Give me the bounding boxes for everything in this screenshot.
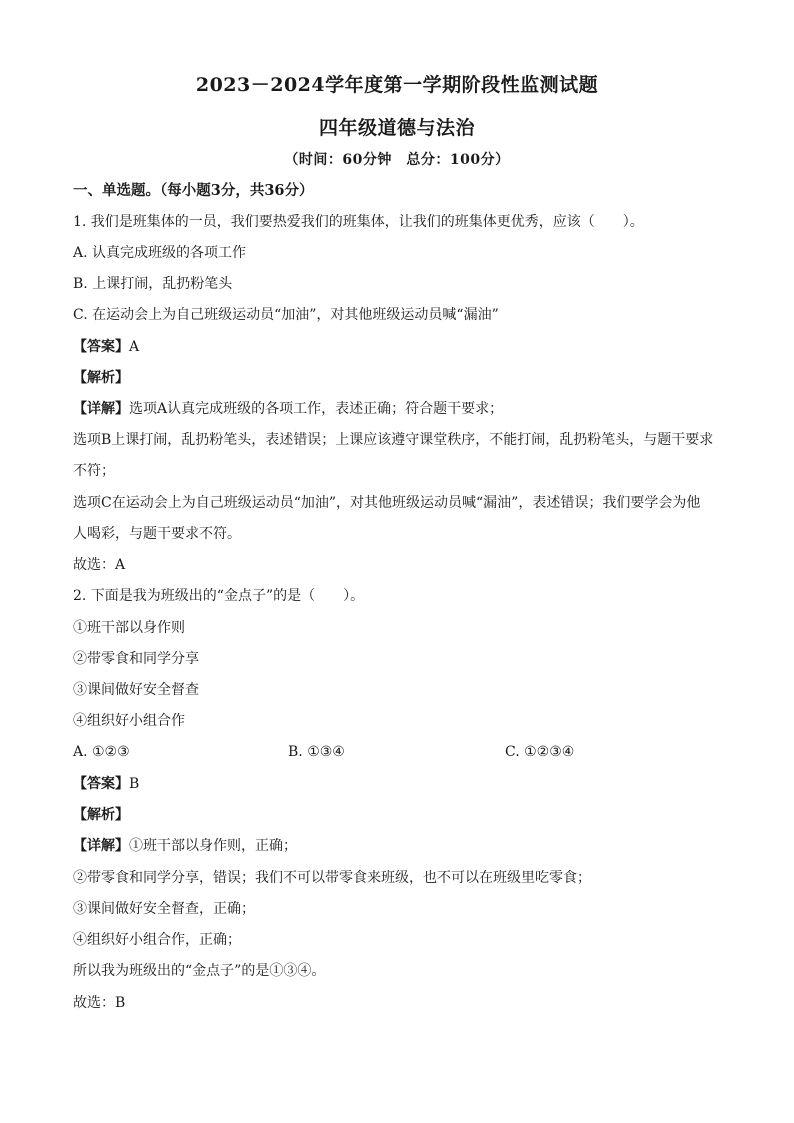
exam-info: （时间：60分钟 总分：100分） <box>284 152 510 168</box>
answer-value: B <box>129 776 140 792</box>
detail-text: 选项A认真完成班级的各项工作，表述正确；符合题干要求； <box>129 401 504 417</box>
q2-analysis-label: 【解析】 <box>73 807 129 823</box>
q2-conclusion: 故选：B <box>73 995 126 1011</box>
section-heading: 一、单选题。（每小题3分，共36分） <box>73 182 314 199</box>
detail-text: ①班干部以身作则，正确； <box>129 838 297 854</box>
q2-item-3: ③课间做好安全督查 <box>73 682 199 698</box>
q2-detail-line: ④组织好小组合作，正确； <box>73 932 241 948</box>
q2-detail-line <box>73 837 733 855</box>
q1-detail-line <box>73 400 733 418</box>
detail-label: 【详解】 <box>73 838 129 854</box>
q2-detail-line: ②带零食和同学分享，错误；我们不可以带零食来班级，也不可以在班级里吃零食； <box>73 870 591 886</box>
q1-detail-line: 不符； <box>73 463 115 479</box>
q2-detail-line: ③课间做好安全督查，正确； <box>73 901 255 917</box>
q2-detail-line: 所以我为班级出的“金点子”的是①③④。 <box>73 963 326 979</box>
exam-subtitle: 四年级道德与法治 <box>318 117 475 139</box>
detail-label: 【详解】 <box>73 401 129 417</box>
q1-detail-line: 选项C在运动会上为自己班级运动员“加油”，对其他班级运动员喊“漏油”，表述错误；我们要学会为他 <box>73 495 701 511</box>
answer-value: A <box>129 339 140 355</box>
q2-answer <box>73 775 733 793</box>
answer-label: 【答案】 <box>73 776 129 792</box>
q1-option-c: C. 在运动会上为自己班级运动员“加油”，对其他班级运动员喊“漏油” <box>73 307 499 323</box>
q2-option-a: A. ①②③ <box>73 744 130 760</box>
q1-analysis-label: 【解析】 <box>73 370 129 386</box>
q1-stem: 1. 我们是班集体的一员，我们要热爱我们的班集体，让我们的班集体更优秀，应该（ ）。 <box>73 214 644 230</box>
q1-detail-line: 人喝彩，与题干要求不符。 <box>73 526 241 542</box>
q2-item-2: ②带零食和同学分享 <box>73 651 199 667</box>
q2-stem: 2. 下面是我为班级出的“金点子”的是（ ）。 <box>73 588 365 604</box>
q1-option-b: B. 上课打闹，乱扔粉笔头 <box>73 276 233 292</box>
q1-detail-line: 选项B上课打闹，乱扔粉笔头，表述错误；上课应该遵守课堂秩序，不能打闹，乱扔粉笔头，与题干要求 <box>73 432 714 448</box>
q2-option-c: C. ①②③④ <box>505 744 575 760</box>
q2-item-1: ①班干部以身作则 <box>73 620 185 636</box>
q1-option-a: A. 认真完成班级的各项工作 <box>73 245 247 261</box>
q1-answer <box>73 338 733 356</box>
answer-label: 【答案】 <box>73 339 129 355</box>
exam-title: 2023－2024学年度第一学期阶段性监测试题 <box>195 74 599 96</box>
q2-item-4: ④组织好小组合作 <box>73 713 185 729</box>
q2-option-b: B. ①③④ <box>288 744 345 760</box>
q1-conclusion: 故选：A <box>73 557 126 573</box>
